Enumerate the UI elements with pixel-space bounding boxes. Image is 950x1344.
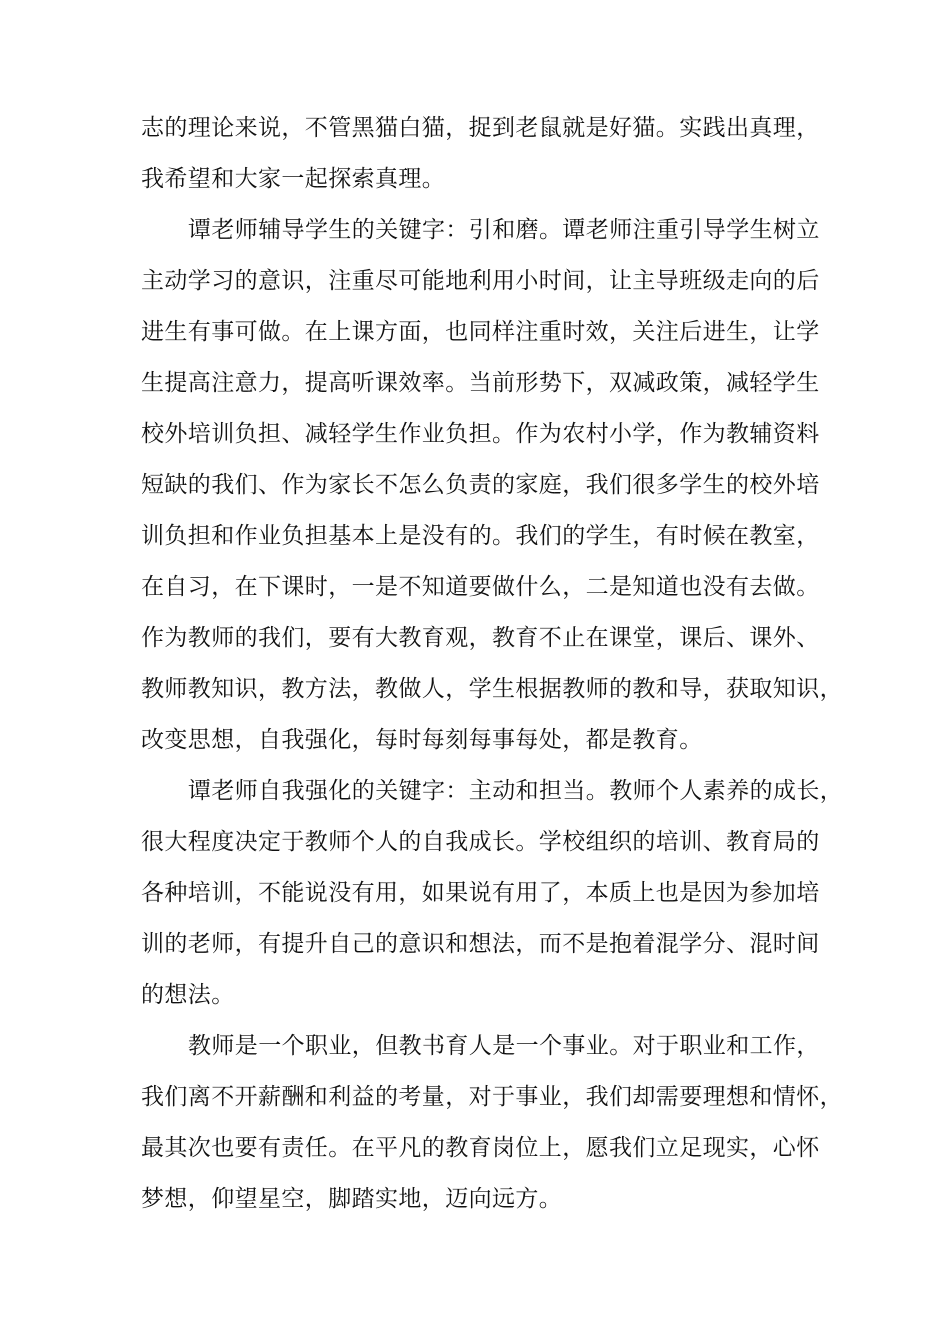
text-line: 改变思想，自我强化，每时每刻每事每处，都是教育。 [141,727,703,753]
text-line: 进生有事可做。在上课方面，也同样注重时效，关注后进生，让学 [141,319,820,345]
text-line: 我希望和大家一起探索真理。 [141,166,446,192]
text-line: 各种培训，不能说没有用，如果说有用了，本质上也是因为参加培 [141,880,820,906]
text-line: 我们离不开薪酬和利益的考量，对于事业，我们却需要理想和情怀， [141,1084,843,1110]
text-line: 作为教师的我们，要有大教育观，教育不止在课堂，课后、课外、 [141,625,820,651]
text-line: 训负担和作业负担基本上是没有的。我们的学生，有时候在教室， [141,523,820,549]
text-line: 教师教知识，教方法，教做人，学生根据教师的教和导，获取知识， [141,676,843,702]
text-line: 教师是一个职业，但教书育人是一个事业。对于职业和工作， [188,1033,820,1059]
text-line: 谭老师自我强化的关键字：主动和担当。教师个人素养的成长， [188,778,844,804]
text-line: 生提高注意力，提高听课效率。当前形势下，双减政策，减轻学生 [141,370,820,396]
text-line: 梦想，仰望星空，脚踏实地，迈向远方。 [141,1186,563,1212]
text-line: 的想法。 [141,982,235,1008]
text-line: 最其次也要有责任。在平凡的教育岗位上，愿我们立足现实，心怀 [141,1135,820,1161]
text-line: 短缺的我们、作为家长不怎么负责的家庭，我们很多学生的校外培 [141,472,820,498]
text-line: 志的理论来说，不管黑猫白猫，捉到老鼠就是好猫。实践出真理， [141,115,820,141]
text-line: 很大程度决定于教师个人的自我成长。学校组织的培训、教育局的 [141,829,820,855]
text-line: 主动学习的意识，注重尽可能地利用小时间，让主导班级走向的后 [141,268,820,294]
text-line: 校外培训负担、减轻学生作业负担。作为农村小学，作为教辅资料 [141,421,820,447]
text-line: 训的老师，有提升自己的意识和想法，而不是抱着混学分、混时间 [141,931,820,957]
text-line: 在自习，在下课时，一是不知道要做什么，二是知道也没有去做。 [141,574,820,600]
text-line: 谭老师辅导学生的关键字：引和磨。谭老师注重引导学生树立 [188,217,820,243]
